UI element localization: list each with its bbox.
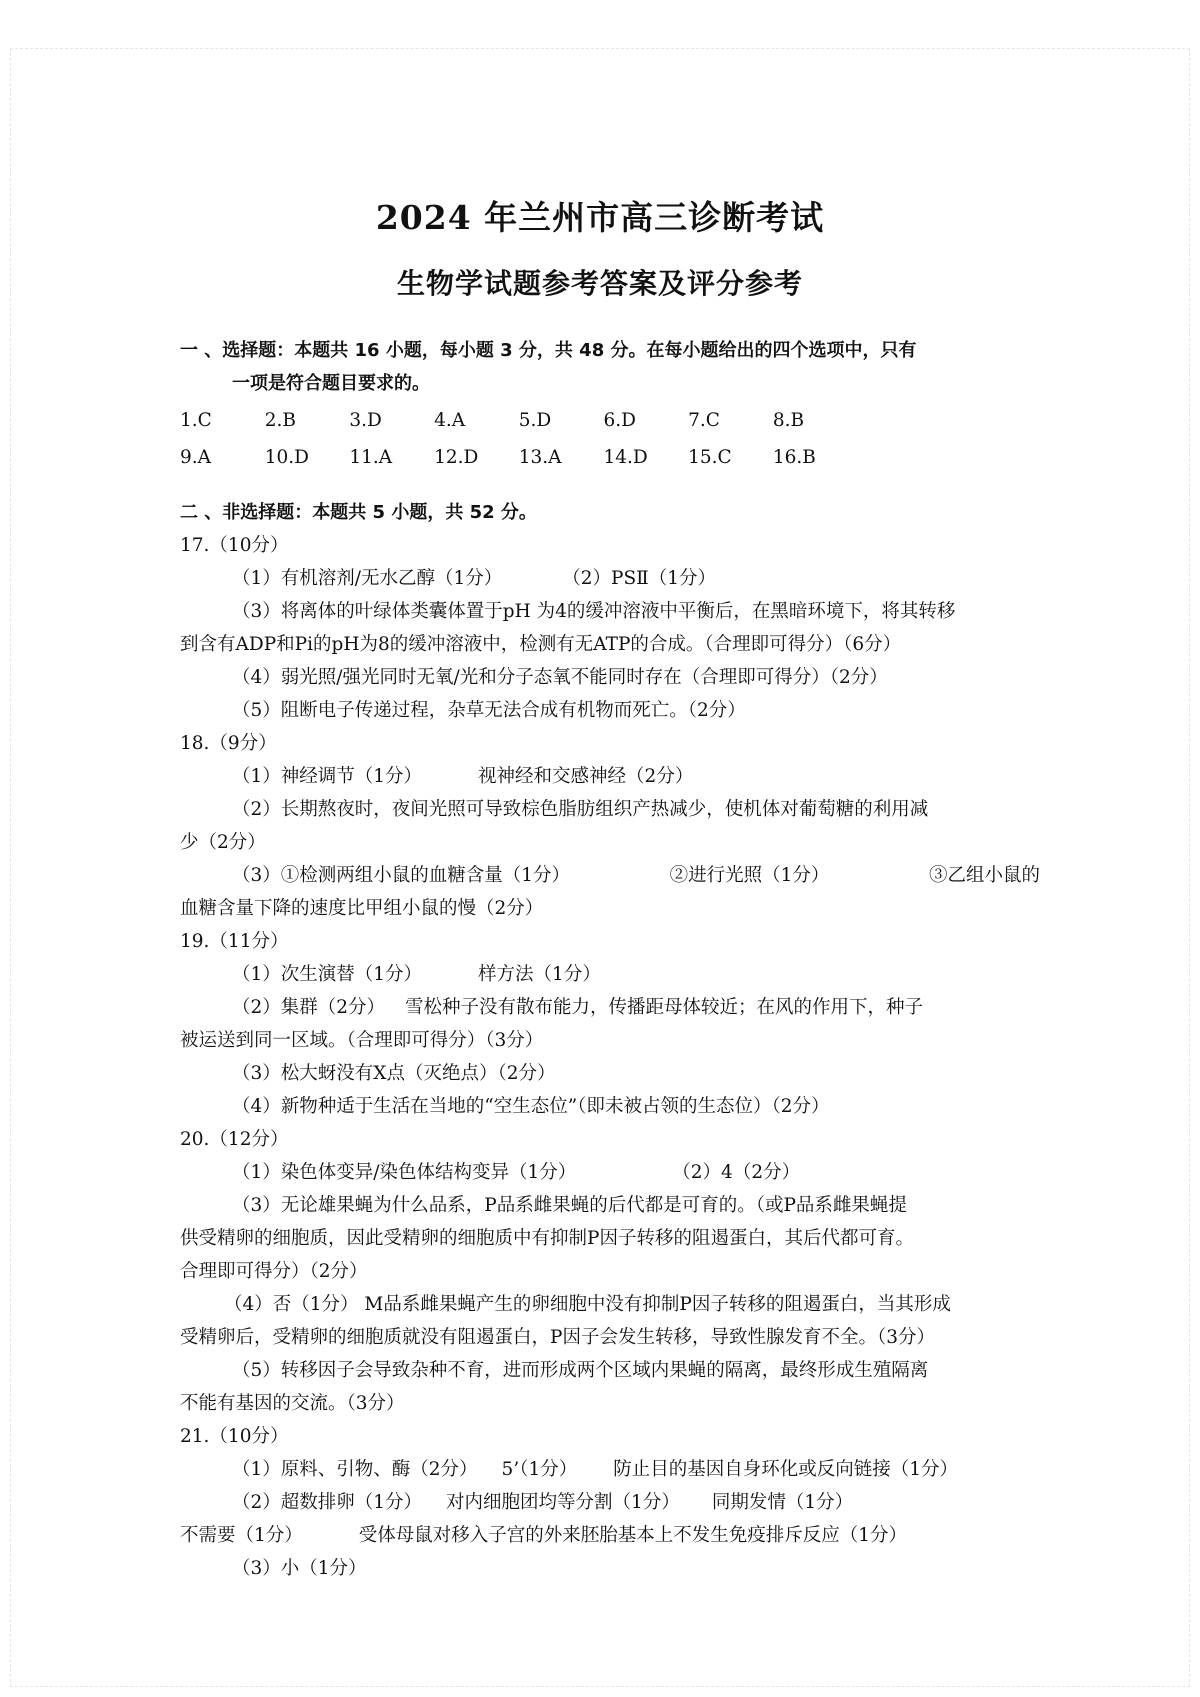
- q17-line: （4）弱光照/强光同时无氧/光和分子态氧不能同时存在（合理即可得分）（2分）: [232, 667, 888, 688]
- q20-line: 不能有基因的交流。（3分）: [180, 1393, 405, 1414]
- q20-answer-1: （1）染色体变异/染色体结构变异（1分）: [232, 1162, 577, 1183]
- q21-answer-2c: 同期发情（1分）: [711, 1492, 854, 1513]
- choice-answers-row-2: [180, 441, 1040, 474]
- q21-answer-1c: 防止目的基因自身环化或反向链接（1分）: [613, 1459, 958, 1480]
- q21-answer-2b: 对内细胞团均等分割（1分）: [446, 1492, 680, 1513]
- question-18-heading: 18.（9分）: [180, 733, 277, 754]
- question-21-heading: 21.（10分）: [180, 1426, 289, 1447]
- q21-answer-1b: 5’（1分）: [501, 1459, 578, 1480]
- q18-answer-1b: 视神经和交感神经（2分）: [478, 766, 694, 787]
- q21-answer-1a: （1）原料、引物、酶（2分）: [232, 1459, 478, 1480]
- q19-line: [180, 991, 1040, 1024]
- q17-line: 到含有ADP和Pi的pH为8的缓冲溶液中，检测有无ATP的合成。（合理即可得分）（6分）: [180, 634, 902, 655]
- q20-line: （4）否（1分） M品系雌果蝇产生的卵细胞中没有抑制P因子转移的阻遏蛋白，当其形成: [224, 1294, 951, 1315]
- choice-answer: 16.B: [772, 447, 816, 468]
- question-20-heading: 20.（12分）: [180, 1129, 289, 1150]
- q20-line: 受精卵后，受精卵的细胞质就没有阻遏蛋白，P因子会发生转移，导致性腺发育不全。（3分）: [180, 1327, 935, 1348]
- choice-answer: 14.D: [603, 447, 648, 468]
- q18-answer-3b: ②进行光照（1分）: [669, 865, 830, 886]
- q19-line: [180, 958, 1040, 991]
- q19-line: （3）松大蚜没有X点（灭绝点）（2分）: [232, 1063, 556, 1084]
- q18-answer-3c: ③乙组小鼠的: [928, 865, 1040, 886]
- answer-content: [180, 334, 1040, 1585]
- q18-line: 血糖含量下降的速度比甲组小鼠的慢（2分）: [180, 898, 544, 919]
- q18-answer-1: （1）神经调节（1分）: [232, 766, 423, 787]
- q18-answer-3a: （3）①检测两组小鼠的血糖含量（1分）: [232, 865, 571, 886]
- q19-answer-2b: 雪松种子没有散布能力，传播距母体较近；在风的作用下，种子: [405, 997, 924, 1018]
- choice-answer: 13.A: [518, 447, 562, 468]
- choice-answer: 5.D: [518, 410, 552, 431]
- q21-line: [180, 1519, 1040, 1552]
- q21-line: [180, 1486, 1040, 1519]
- choice-answer: 2.B: [264, 410, 296, 431]
- q19-line: （4）新物种适于生活在当地的“空生态位”（即未被占领的生态位）（2分）: [232, 1096, 830, 1117]
- q20-line: [180, 1156, 1040, 1189]
- q20-line: 供受精卵的细胞质，因此受精卵的细胞质中有抑制P因子转移的阻遏蛋白，其后代都可育。: [180, 1228, 914, 1249]
- choice-answer: 11.A: [349, 447, 393, 468]
- q18-line: [180, 760, 1040, 793]
- choice-answer: 7.C: [688, 410, 720, 431]
- choice-answer: 12.D: [434, 447, 479, 468]
- q17-answer-2: （2）PSⅡ（1分）: [562, 568, 717, 589]
- q17-line: （5）阻断电子传递过程，杂草无法合成有机物而死亡。（2分）: [232, 700, 746, 721]
- q20-line: （3）无论雄果蝇为什么品系，P品系雌果蝇的后代都是可育的。（或P品系雌果蝇提: [232, 1195, 907, 1216]
- q20-line: （5）转移因子会导致杂种不育，进而形成两个区域内果蝇的隔离，最终形成生殖隔离: [232, 1360, 929, 1381]
- question-17-heading: 17.（10分）: [180, 535, 289, 556]
- q18-line: 少（2分）: [180, 832, 266, 853]
- q20-answer-2: （2）4（2分）: [672, 1162, 801, 1183]
- q17-line: （3）将离体的叶绿体类囊体置于pH 为4的缓冲溶液中平衡后，在黑暗环境下，将其转移: [232, 601, 956, 622]
- q21-line: [180, 1453, 1040, 1486]
- q21-answer-2a: （2）超数排卵（1分）: [232, 1492, 423, 1513]
- choice-answer: 15.C: [688, 447, 732, 468]
- q21-line: （3）小（1分）: [232, 1558, 367, 1579]
- section2-heading: 二 、非选择题：本题共 5 小题，共 52 分。: [180, 502, 537, 523]
- q20-line: 合理即可得分）（2分）: [180, 1261, 368, 1282]
- question-19-heading: 19.（11分）: [180, 931, 289, 952]
- choice-answer: 8.B: [772, 410, 805, 431]
- q19-answer-1b: 样方法（1分）: [478, 964, 601, 985]
- q17-line: [180, 562, 1040, 595]
- choice-answer: 1.C: [180, 410, 212, 431]
- choice-answer: 6.D: [603, 410, 636, 431]
- q19-answer-1a: （1）次生演替（1分）: [232, 964, 423, 985]
- q21-answer-3a: 不需要（1分）: [180, 1525, 303, 1546]
- page-subtitle: 生物学试题参考答案及评分参考: [396, 267, 803, 300]
- section1-heading: 一 、选择题：本题共 16 小题，每小题 3 分，共 48 分。在每小题给出的四个选项中，只有: [180, 340, 917, 361]
- choice-answer: 10.D: [264, 447, 309, 468]
- choice-answer: 4.A: [434, 410, 466, 431]
- page-title: 2024 年兰州市高三诊断考试: [375, 198, 825, 237]
- q18-line: [180, 859, 1040, 892]
- choice-answer: 9.A: [180, 447, 212, 468]
- q19-answer-2a: （2）集群（2分）: [232, 997, 386, 1018]
- q19-line: 被运送到同一区域。（合理即可得分）（3分）: [180, 1030, 544, 1051]
- q21-answer-3b: 受体母鼠对移入子宫的外来胚胎基本上不发生免疫排斥反应（1分）: [358, 1525, 908, 1546]
- choice-answer: 3.D: [349, 410, 382, 431]
- choice-answers-row-1: [180, 404, 1040, 437]
- section1-heading-cont: 一项是符合题目要求的。: [232, 373, 430, 394]
- q17-answer-1: （1）有机溶剂/无水乙醇（1分）: [232, 568, 503, 589]
- q18-line: （2）长期熬夜时，夜间光照可导致棕色脂肪组织产热减少，使机体对葡萄糖的利用减: [232, 799, 929, 820]
